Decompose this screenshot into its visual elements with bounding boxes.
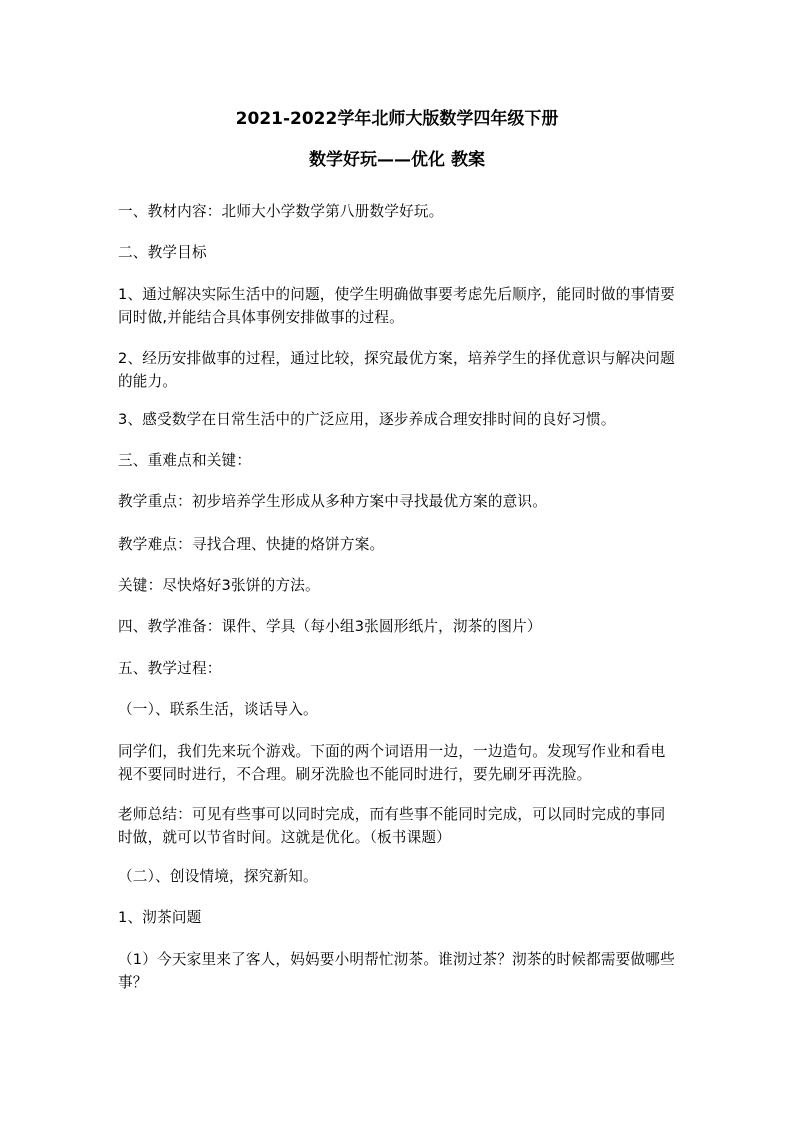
paragraph-teaching-preparation: 四、教学准备：课件、学具（每小组3张圆形纸片，沏茶的图片） [118, 618, 542, 635]
paragraph-tea-question: （1）今天家里来了客人，妈妈要小明帮忙沏茶。谁沏过茶？沏茶的时候都需要做哪些事？ [118, 951, 675, 991]
heading-section-two: （二）、创设情境，探究新知。 [118, 868, 318, 885]
paragraph-objective-2: 2、经历安排做事的过程，通过比较，探究最优方案，培养学生的择优意识与解决问题的能力。 [118, 350, 675, 390]
heading-tea-problem: 1、沏茶问题 [118, 909, 202, 926]
document-subtitle: 数学好玩——优化 教案 [309, 150, 485, 170]
heading-key-points: 三、重难点和关键： [118, 452, 252, 469]
paragraph-teaching-difficulty: 教学难点：寻找合理、快捷的烙饼方案。 [118, 536, 385, 553]
paragraph-teaching-focus: 教学重点：初步培养学生形成从多种方案中寻找最优方案的意识。 [118, 493, 548, 510]
heading-section-one: （一）、联系生活，谈话导入。 [118, 701, 318, 718]
document-title: 2021-2022学年北师大版数学四年级下册 [235, 109, 559, 129]
paragraph-teacher-summary: 老师总结：可见有些事可以同时完成，而有些事不能同时完成，可以同时完成的事同时做，就可以节省时间。这就是优化。（板书课题） [118, 806, 666, 846]
paragraph-game-intro: 同学们，我们先来玩个游戏。下面的两个词语用一边，一边造句。发现写作业和看电视不要同时进行，不合理。刷牙洗脸也不能同时进行，要先刷牙再洗脸。 [118, 743, 666, 783]
paragraph-key: 关键：尽快烙好3张饼的方法。 [118, 577, 320, 594]
paragraph-objective-1: 1、通过解决实际生活中的问题，使学生明确做事要考虑先后顺序，能同时做的事情要同时做,并能结合具体事例安排做事的过程。 [118, 286, 675, 326]
heading-teaching-process: 五、教学过程： [118, 660, 222, 677]
paragraph-textbook-content: 一、教材内容：北师大小学数学第八册数学好玩。 [118, 203, 444, 220]
paragraph-objective-3: 3、感受数学在日常生活中的广泛应用，逐步养成合理安排时间的良好习惯。 [118, 411, 616, 428]
heading-teaching-objectives: 二、教学目标 [118, 244, 207, 261]
